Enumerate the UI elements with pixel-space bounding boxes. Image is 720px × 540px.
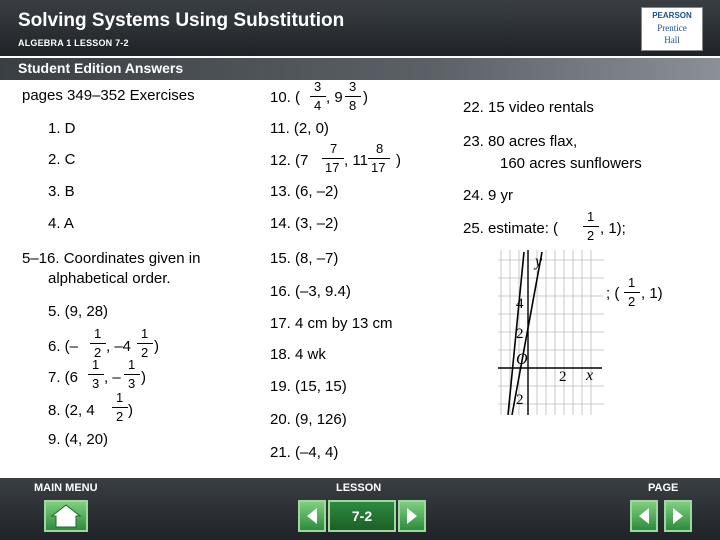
pearson-logo [641,7,703,51]
answer-6-frac1-den: 2 [94,345,102,360]
answer-6-end: ) [154,338,159,355]
answer-25-frac1-den: 2 [587,228,595,243]
answer-6-mid: , –4 [106,338,132,355]
answer-4: 4. A [48,215,74,232]
answer-12-frac2-num: 8 [376,141,384,156]
answer-7-frac1-den: 3 [92,376,100,391]
graph-tick-2: 2 [516,326,524,342]
graph-x-label: x [586,367,594,384]
answer-10-lead: 10. ( [270,89,301,106]
logo-line3: Hall [664,35,680,45]
answer-11: 11. (2, 0) [270,120,329,137]
answer-13: 13. (6, –2) [270,183,339,200]
answer-25-end: , 1); [600,220,626,237]
fraction-bar [90,343,106,344]
main-menu-label: MAIN MENU [34,482,98,494]
page-label: PAGE [648,482,679,494]
answer-12-frac1-den: 17 [325,160,340,175]
answer-7-mid: , – [104,369,121,386]
page-title: Solving Systems Using Substitution [18,10,345,31]
answer-23: 23. 80 acres flax, [463,133,578,150]
answer-5-16-note-2: alphabetical order. [48,270,171,287]
answer-25b-end: , 1) [641,285,663,302]
answer-12-mid: , 11 [344,152,368,169]
fraction-bar [112,407,128,408]
answer-19: 19. (15, 15) [270,378,347,395]
section-title: Student Edition Answers [18,60,184,76]
logo-line2: Prentice [657,23,687,33]
graph-y-label: y [535,253,543,270]
fraction-bar [368,158,390,159]
lesson-indicator [328,500,396,532]
answer-8-lead: 8. (2, 4 [48,402,95,419]
answer-9: 9. (4, 20) [48,431,109,448]
fraction-bar [137,343,153,344]
answer-25b-frac1-den: 2 [628,294,636,309]
system-graph [498,250,604,415]
answer-6-frac2-num: 1 [141,326,149,341]
answer-18: 18. 4 wk [270,346,326,363]
lesson-subtitle: ALGEBRA 1 LESSON 7-2 [18,38,129,48]
answer-10-mid: , 9 [326,89,343,106]
answer-6-frac1-num: 1 [94,326,102,341]
answer-25-frac1-num: 1 [587,209,595,224]
fraction-bar [345,96,361,97]
graph-grid [498,250,604,415]
answer-7-lead: 7. (6 [48,369,79,386]
fraction-bar [583,226,599,227]
answer-3: 3. B [48,183,75,200]
answer-10-frac2-num: 3 [349,79,357,94]
home-button[interactable] [44,500,88,532]
fraction-bar [124,374,140,375]
answer-20: 20. (9, 126) [270,411,347,428]
graph-tick-4: 4 [516,296,524,312]
lesson-prev-button[interactable] [298,500,326,532]
page-prev-button[interactable] [630,500,658,532]
fraction-bar [322,158,344,159]
answer-23-line2: 160 acres sunflowers [500,155,642,172]
answer-24: 24. 9 yr [463,187,514,204]
answer-17: 17. 4 cm by 13 cm [270,315,393,332]
answer-6-frac2-den: 2 [141,345,149,360]
answer-1: 1. D [48,120,76,137]
logo-line1: PEARSON [652,11,692,20]
answer-16: 16. (–3, 9.4) [270,283,351,300]
answer-12-frac1-num: 7 [330,141,338,156]
answer-8-end: ) [128,402,133,419]
answer-7-frac1-num: 1 [92,357,100,372]
answer-12-end: ) [396,152,401,169]
home-icon [46,502,86,530]
lesson-label: LESSON [336,482,382,494]
answer-7-frac2-num: 1 [128,357,136,372]
answer-15: 15. (8, –7) [270,250,339,267]
lesson-next-button[interactable] [398,500,426,532]
answer-7-end: ) [141,369,146,386]
answer-10-frac1-den: 4 [314,98,322,113]
lesson-number: 7-2 [351,508,373,524]
answer-2: 2. C [48,151,76,168]
answer-10-frac2-den: 8 [349,98,357,113]
arrow-right-icon [666,502,690,530]
answer-8-frac1-den: 2 [116,409,124,424]
graph-tick-x2: 2 [559,369,567,385]
answer-7-frac2-den: 3 [128,376,136,391]
answer-12-lead: 12. (7 [270,152,309,169]
arrow-right-icon [400,502,424,530]
page-next-button[interactable] [664,500,692,532]
answer-22: 22. 15 video rentals [463,99,594,116]
answer-12-frac2-den: 17 [371,160,386,175]
answer-25b-lead: ; ( [606,285,620,302]
answer-25-lead: 25. estimate: ( [463,220,559,237]
arrow-left-icon [300,502,324,530]
answer-14: 14. (3, –2) [270,215,339,232]
answer-10-end: ) [363,89,368,106]
graph-origin-label: O [516,351,528,368]
answer-5-16-note: 5–16. Coordinates given in [22,250,201,267]
answer-5: 5. (9, 28) [48,303,109,320]
fraction-bar [310,96,326,97]
pages-heading: pages 349–352 Exercises [22,87,195,104]
fraction-bar [624,292,640,293]
answer-25b-frac1-num: 1 [628,275,636,290]
graph-tick-neg2: 2 [516,392,524,408]
arrow-left-icon [632,502,656,530]
answer-21: 21. (–4, 4) [270,444,339,461]
answer-6-lead: 6. (– [48,338,79,355]
fraction-bar [88,374,104,375]
answer-8-frac1-num: 1 [116,390,124,405]
answer-10-frac1-num: 3 [314,79,322,94]
